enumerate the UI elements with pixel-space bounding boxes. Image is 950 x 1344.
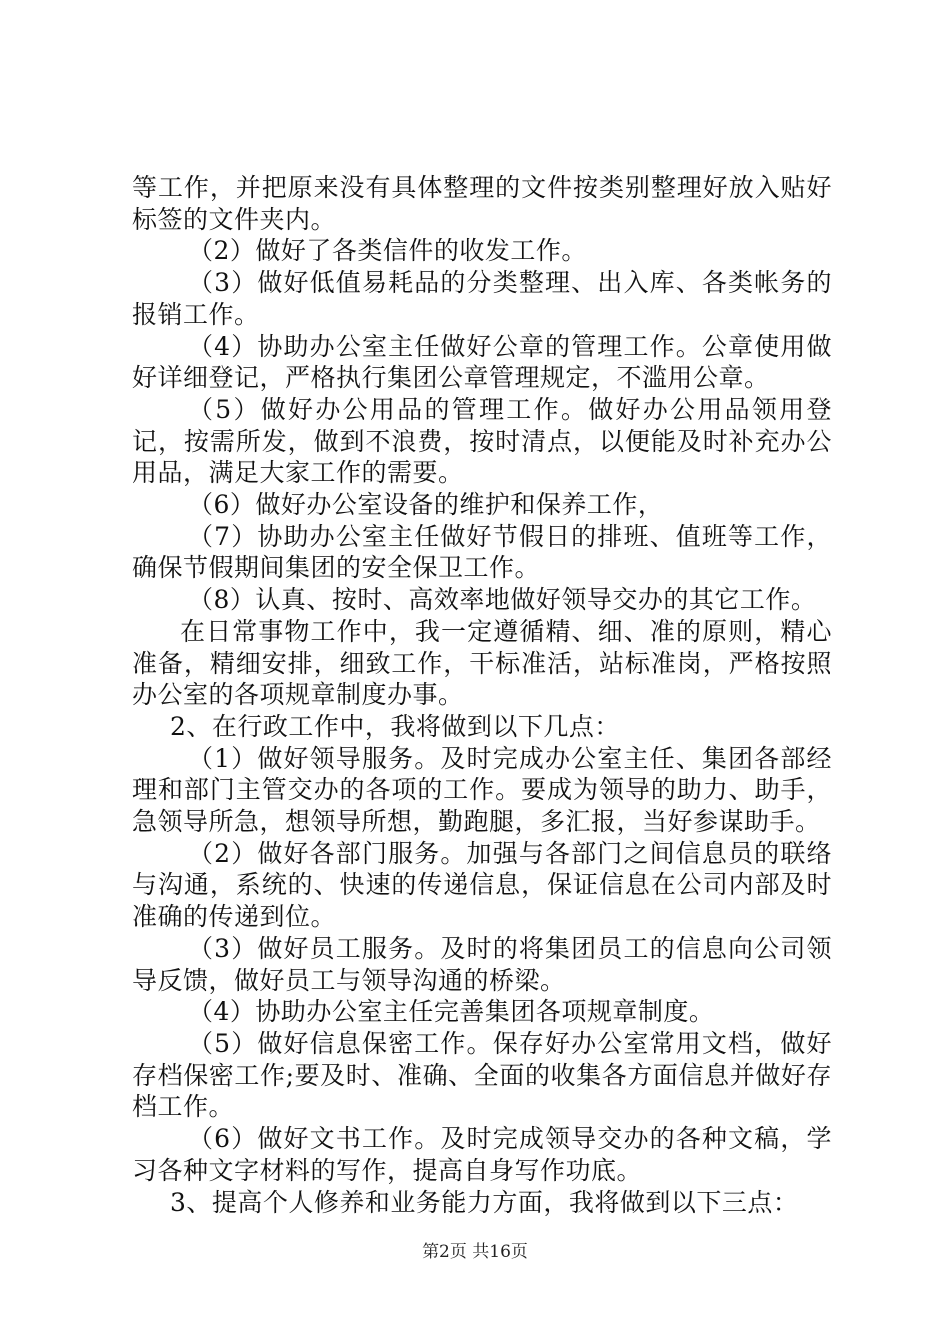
page-number-footer: 第2页 共16页 (422, 1242, 528, 1262)
document-body (132, 172, 832, 1218)
paragraph-admin-item-6: （6）做好文书工作。及时完成领导交办的各种文稿，学习各种文字材料的写作，提高自身写作功底。 (132, 1124, 832, 1185)
paragraph-item-3: （3）做好低值易耗品的分类整理、出入库、各类帐务的报销工作。 (132, 268, 832, 329)
paragraph-item-4: （4）协助办公室主任做好公章的管理工作。公章使用做好详细登记，严格执行集团公章管理规定，不滥用公章。 (132, 331, 832, 393)
paragraph-item-2: （2）做好了各类信件的收发工作。 (188, 236, 587, 266)
paragraph-admin-item-4: （4）协助办公室主任完善集团各项规章制度。 (188, 997, 715, 1027)
paragraph-daily-work-summary: 在日常事物工作中，我一定遵循精、细、准的原则，精心准备，精细安排，细致工作，干标准活，站标准岗，严格按照办公室的各项规章制度办事。 (132, 616, 832, 710)
paragraph-item-6: （6）做好办公室设备的维护和保养工作， (188, 490, 664, 520)
paragraph-continuation: 等工作，并把原来没有具体整理的文件按类别整理好放入贴好标签的文件夹内。 (132, 173, 832, 234)
paragraph-item-8: （8）认真、按时、高效率地做好领导交办的其它工作。 (188, 585, 817, 615)
paragraph-item-7: （7）协助办公室主任做好节假日的排班、值班等工作，确保节假期间集团的安全保卫工作。 (132, 521, 832, 583)
paragraph-admin-item-2: （2）做好各部门服务。加强与各部门之间信息员的联络与沟通，系统的、快速的传递信息，保证信息在公司内部及时准确的传递到位。 (132, 838, 832, 932)
paragraph-admin-item-3: （3）做好员工服务。及时的将集团员工的信息向公司领导反馈，做好员工与领导沟通的桥梁。 (132, 933, 832, 995)
section-heading-personal-development: 3、提高个人修养和业务能力方面，我将做到以下三点： (170, 1187, 799, 1217)
section-heading-administrative-work: 2、在行政工作中，我将做到以下几点： (170, 711, 620, 741)
paragraph-admin-item-5: （5）做好信息保密工作。保存好办公室常用文档，做好存档保密工作;要及时、准确、全面的收集各方面信息并做好存档工作。 (132, 1028, 832, 1122)
paragraph-admin-item-1: （1）做好领导服务。及时完成办公室主任、集团各部经理和部门主管交办的各项的工作。要成为领导的助力、助手，急领导所急，想领导所想，勤跑腿，多汇报，当好参谋助手。 (132, 743, 832, 837)
paragraph-item-5: （5）做好办公用品的管理工作。做好办公用品领用登记，按需所发，做到不浪费，按时清点，以便能及时补充办公用品，满足大家工作的需要。 (132, 394, 832, 488)
